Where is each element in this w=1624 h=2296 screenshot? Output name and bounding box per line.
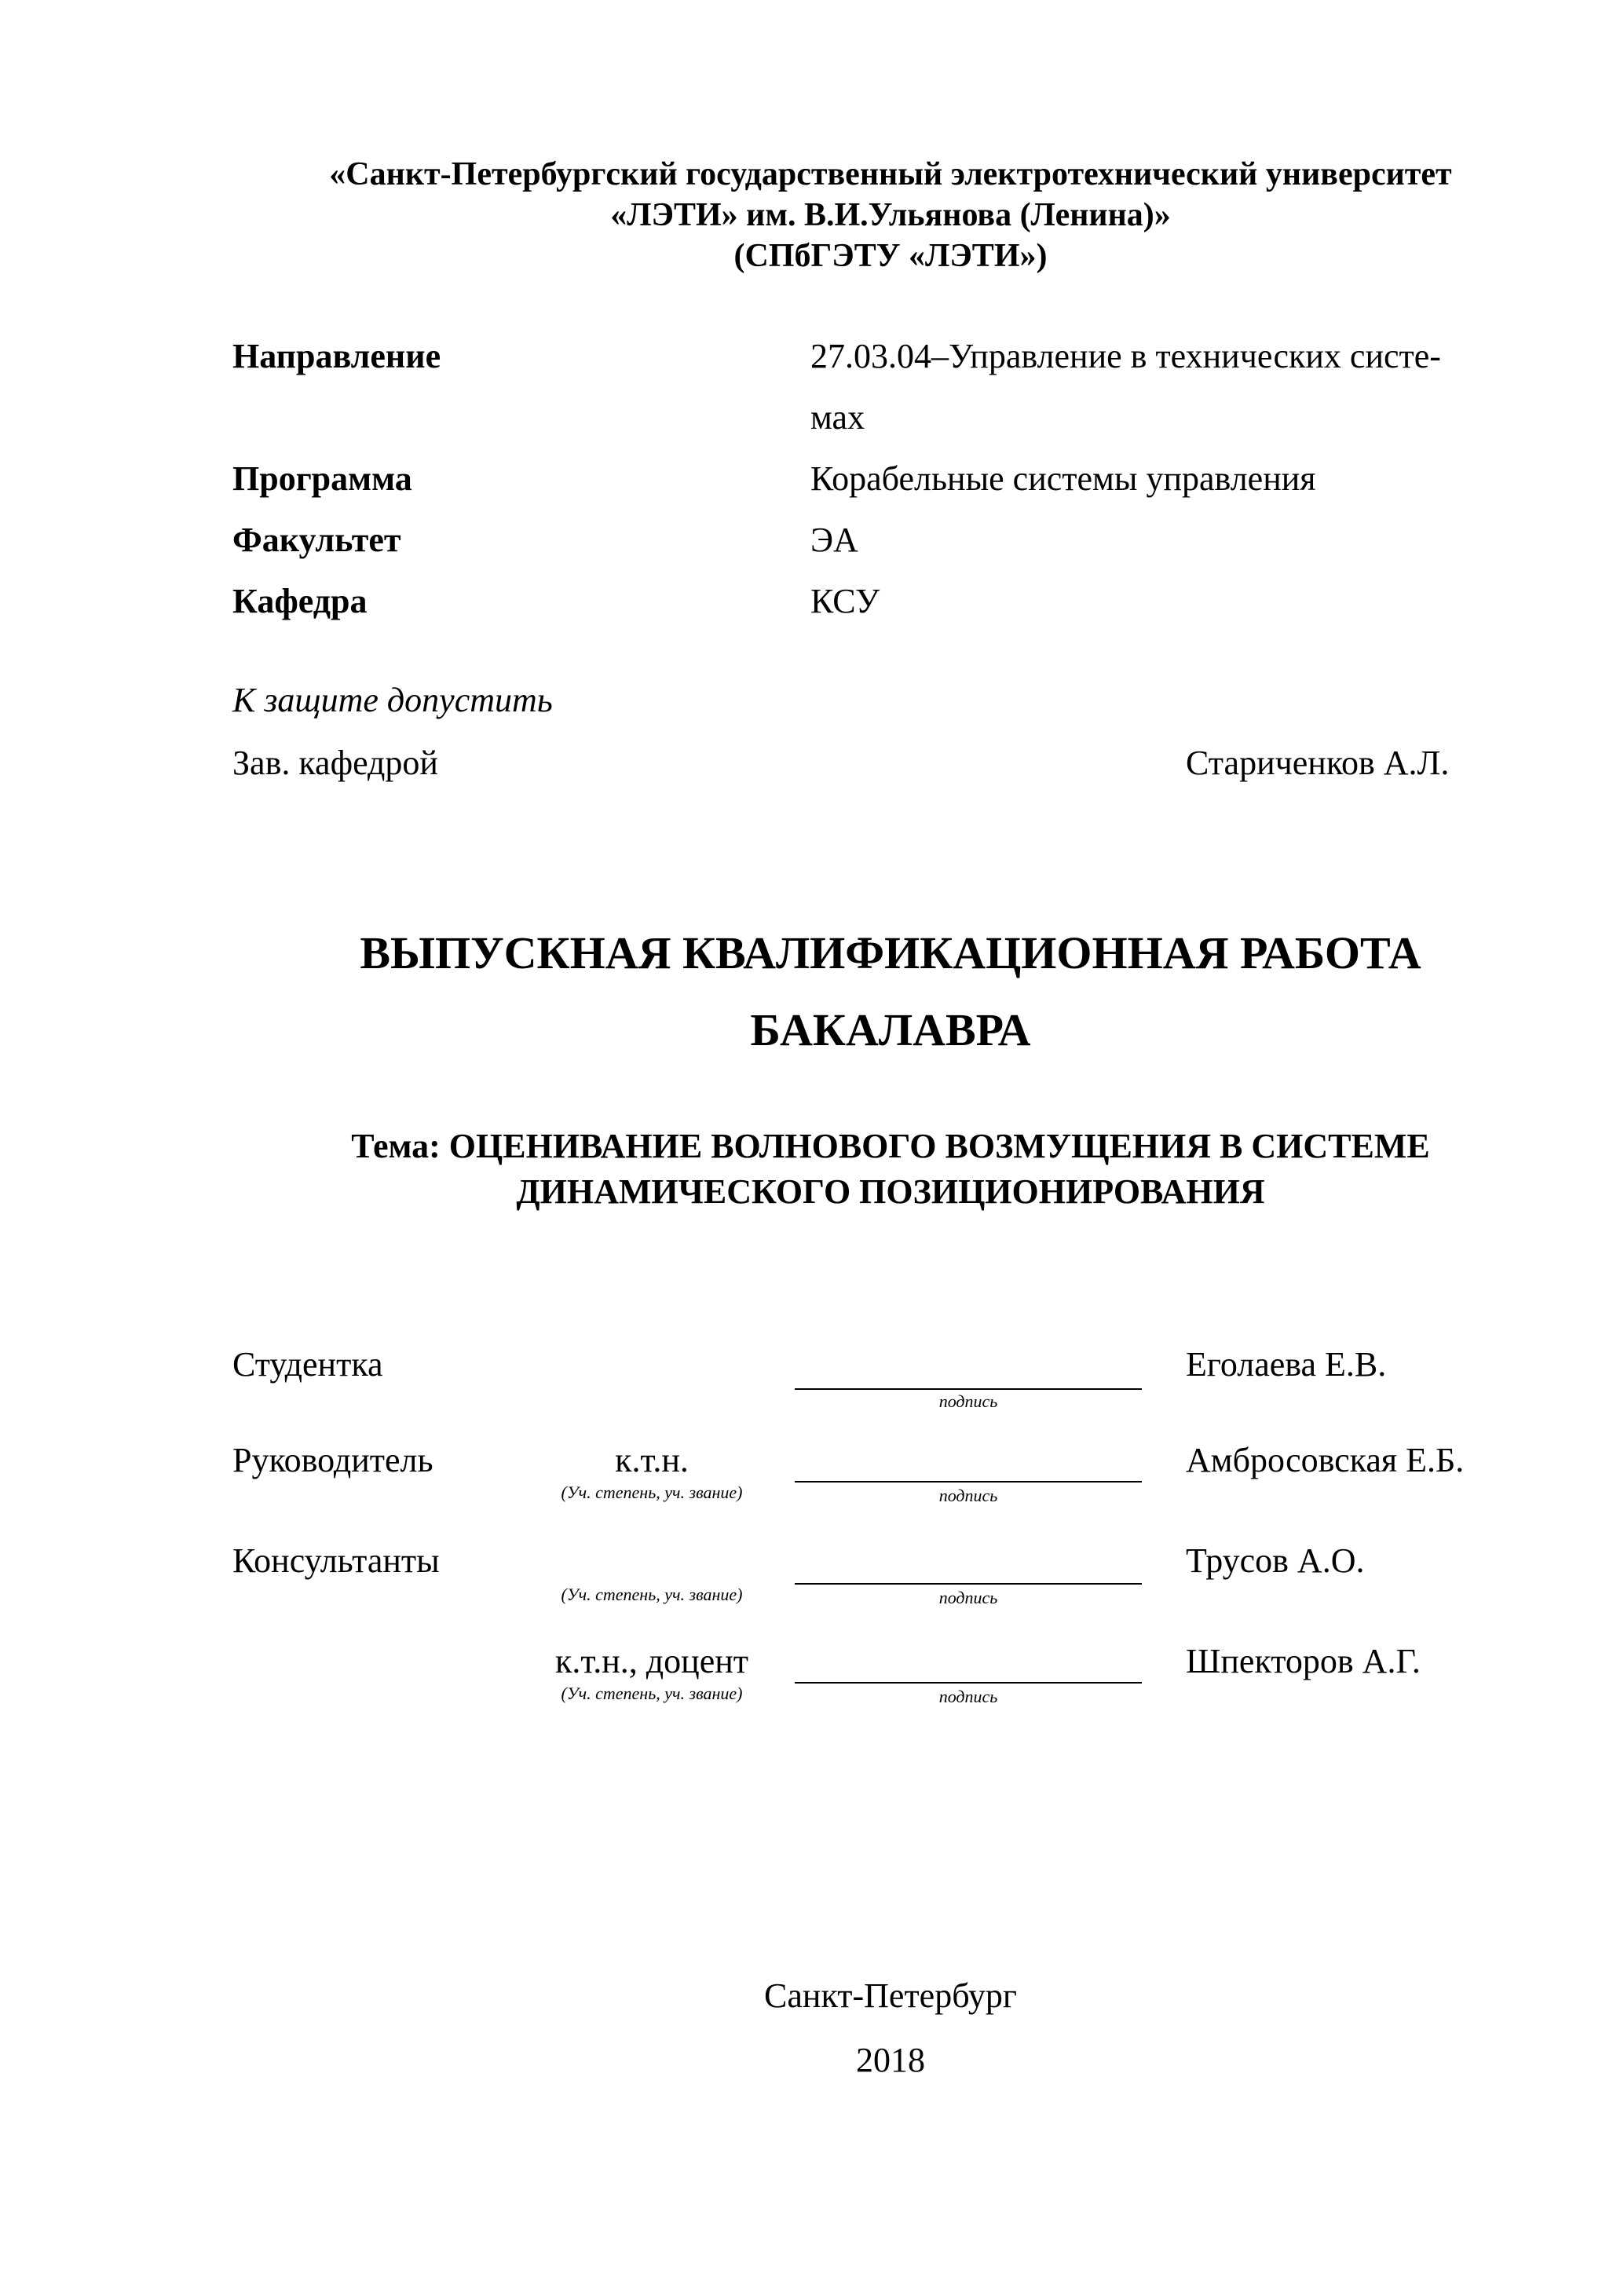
- admission-text: К защите допустить: [232, 681, 553, 719]
- consultant2-degree: к.т.н., доцент: [554, 1642, 749, 1680]
- work-title-line1: ВЫПУСКНАЯ КВАЛИФИКАЦИОННАЯ РАБОТА: [360, 927, 1421, 978]
- consultant2-degree-caption: (Уч. степень, уч. звание): [561, 1684, 743, 1703]
- topic-line1: Тема: ОЦЕНИВАНИЕ ВОЛНОВОГО ВОЗМУЩЕНИЯ В СИСТЕМЕ: [351, 1127, 1430, 1165]
- program-label: Программа: [232, 459, 412, 498]
- supervisor-degree-caption: (Уч. степень, уч. звание): [561, 1483, 743, 1502]
- supervisor-label: Руководитель: [232, 1441, 433, 1479]
- supervisor-name: Амбросовская Е.Б.: [1186, 1441, 1465, 1479]
- supervisor-signature-caption: подпись: [938, 1486, 998, 1505]
- supervisor-degree: к.т.н.: [615, 1441, 689, 1479]
- work-title-line2: БАКАЛАВРА: [750, 1004, 1031, 1055]
- consultant2-signature-caption: подпись: [938, 1687, 998, 1706]
- student-label: Студентка: [232, 1345, 383, 1384]
- consultant1-name: Трусов А.О.: [1186, 1541, 1365, 1580]
- direction-label: Направление: [232, 337, 441, 375]
- faculty-value: ЭА: [810, 521, 858, 559]
- head-of-department-name: Стариченков А.Л.: [1186, 744, 1450, 782]
- consultant1-signature-caption: подпись: [938, 1588, 998, 1607]
- year: 2018: [856, 2041, 925, 2079]
- supervisor-signature-line: [795, 1481, 1142, 1483]
- head-of-department-label: Зав. кафедрой: [232, 744, 438, 782]
- consultant2-signature-line: [795, 1682, 1142, 1684]
- faculty-label: Факультет: [232, 521, 401, 559]
- program-value: Корабельные системы управления: [810, 459, 1316, 498]
- student-name: Еголаева Е.В.: [1186, 1345, 1387, 1384]
- city: Санкт-Петербург: [764, 1976, 1017, 2015]
- consultant1-signature-line: [795, 1583, 1142, 1585]
- consultants-label: Консультанты: [232, 1541, 440, 1580]
- university-name-line1: «Санкт-Петербургский государственный электротехнический университет: [329, 156, 1452, 192]
- topic-line2: ДИНАМИЧЕСКОГО ПОЗИЦИОНИРОВАНИЯ: [516, 1172, 1265, 1211]
- university-abbreviation: (СПбГЭТУ «ЛЭТИ»): [733, 238, 1048, 274]
- direction-value-line1: 27.03.04–Управление в технических систе-: [810, 337, 1441, 375]
- consultant2-name: Шпекторов А.Г.: [1186, 1642, 1421, 1680]
- university-name-line2: «ЛЭТИ» им. В.И.Ульянова (Ленина)»: [610, 197, 1171, 233]
- department-label: Кафедра: [232, 582, 368, 620]
- student-signature-line: [795, 1388, 1142, 1390]
- department-value: КСУ: [810, 582, 880, 620]
- direction-value-line2: мах: [810, 398, 865, 437]
- student-signature-caption: подпись: [938, 1391, 998, 1411]
- consultant1-degree-caption: (Уч. степень, уч. звание): [561, 1585, 743, 1604]
